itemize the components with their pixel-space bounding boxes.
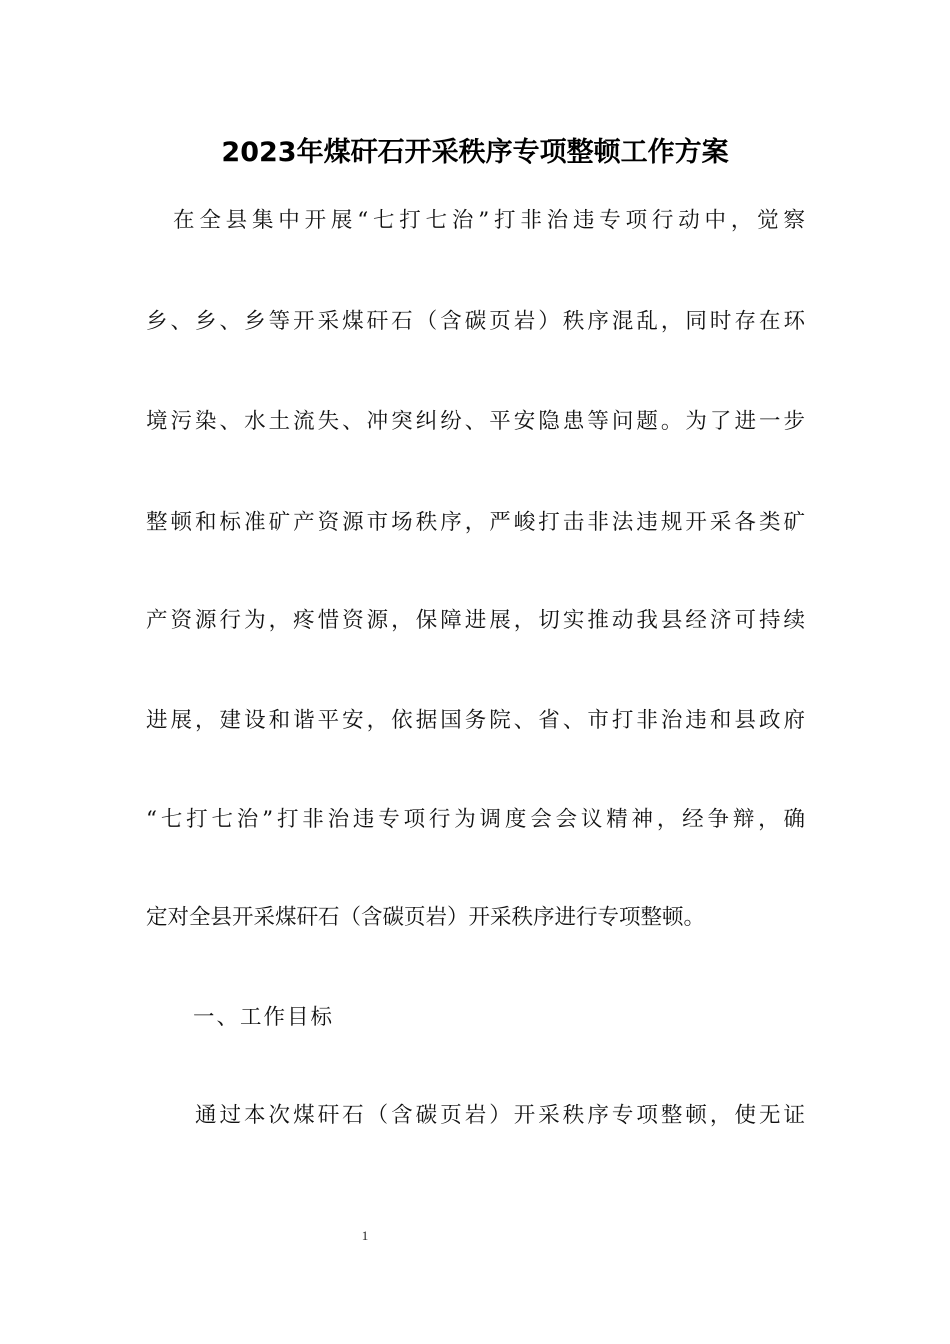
paragraph-line: 境污染、水土流失、冲突纠纷、平安隐患等问题。为了进一步 [146,409,805,434]
paragraph-line: 通过本次煤矸石（含碳页岩）开采秩序专项整顿，使无证 [195,1103,805,1128]
section-heading: 一、工作目标 [193,1005,335,1030]
page-number: 1 [361,1228,369,1243]
paragraph-line: 乡、乡、乡等开采煤矸石（含碳页岩）秩序混乱，同时存在环 [146,309,805,334]
paragraph-line: 在全县集中开展“七打七治”打非治违专项行动中，觉察 [173,208,805,233]
document-title: 2023年煤矸石开采秩序专项整顿工作方案 [221,137,729,168]
paragraph-line: 定对全县开采煤矸石（含碳页岩）开采秩序进行专项整顿。 [146,905,706,930]
paragraph-line: “七打七治”打非治违专项行为调度会会议精神，经争辩，确 [146,807,805,832]
paragraph-line: 产资源行为，疼惜资源，保障进展，切实推动我县经济可持续 [146,608,805,633]
paragraph-line: 进展，建设和谐平安，依据国务院、省、市打非治违和县政府 [146,708,805,733]
paragraph-line: 整顿和标准矿产资源市场秩序，严峻打击非法违规开采各类矿 [146,510,805,535]
